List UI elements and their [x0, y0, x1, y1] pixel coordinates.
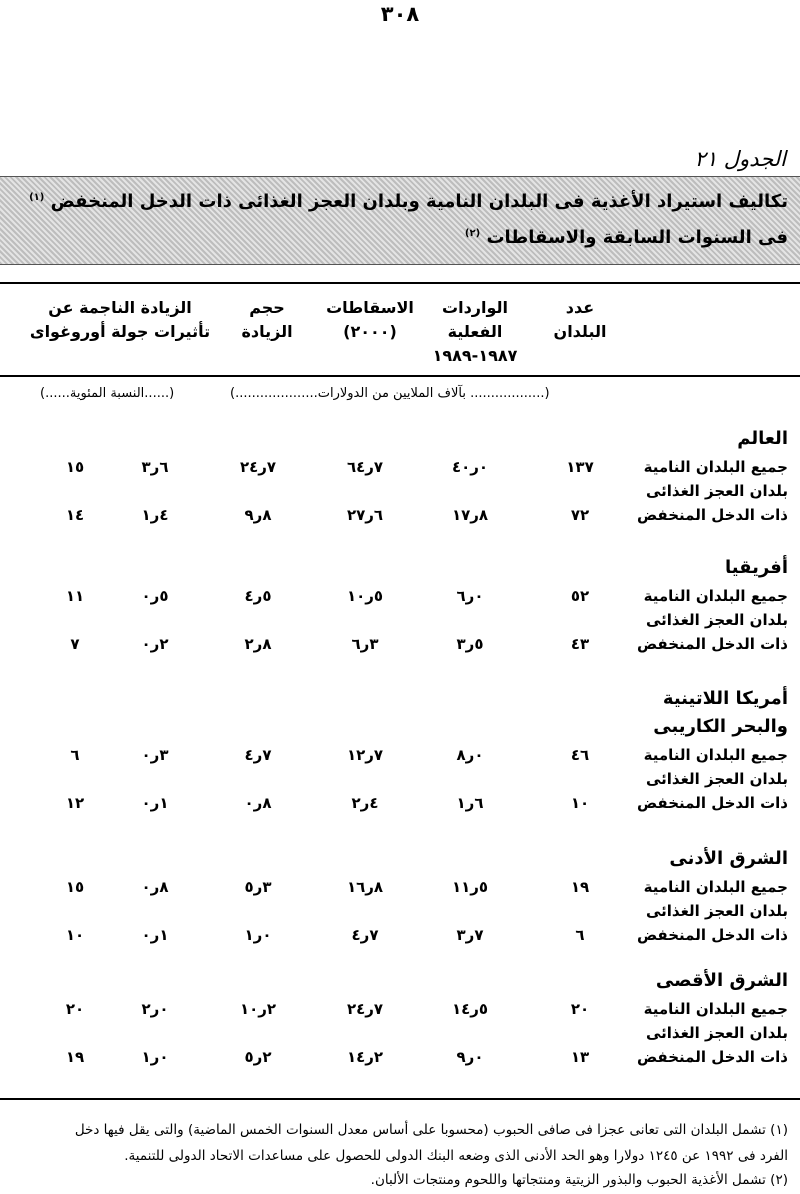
value-all-developing: ٠ر٦: [456, 587, 484, 605]
header-imports-line-1: الواردات: [442, 298, 508, 317]
table-bottom-rule: [0, 1098, 800, 1100]
row-label-all-developing: جميع البلدان النامية: [643, 746, 788, 764]
value-all-developing: ٧ر٢٤: [239, 458, 277, 476]
value-all-developing: ٢٠: [65, 1000, 85, 1018]
value-lifdc: ٧ر٤: [351, 926, 379, 944]
row-label-lifdc-line-2: ذات الدخل المنخفض: [636, 635, 788, 653]
footnote-2: (٢) تشمل الأغذية الحبوب والبذور الزيتية ومنتجاتها واللحوم ومنتجات الألبان.: [370, 1172, 788, 1188]
page-number: ٣٠٨: [380, 2, 420, 26]
row-label-lifdc-line-1: بلدان العجز الغذائى: [645, 902, 788, 920]
table-label: الجدول ٢١: [694, 147, 786, 171]
value-all-developing: ٣ر٠: [141, 746, 169, 764]
header-actual-imports: [420, 296, 530, 368]
value-all-developing: ٧ر٦٤: [346, 458, 384, 476]
value-all-developing: ٢ر١٠: [239, 1000, 277, 1018]
value-lifdc: ٥ر٣: [456, 635, 484, 653]
row-label-lifdc-line-1: بلدان العجز الغذائى: [645, 1024, 788, 1042]
footnote-1-line-1: (١) تشمل البلدان التى تعانى عجزا فى صافى الحبوب (محسوبا على أساس معدل السنوات الخمس الماضية) والتى يقل فيها دخل: [74, 1122, 788, 1138]
value-lifdc: ٧ر٣: [456, 926, 484, 944]
value-lifdc: ٤ر١: [141, 506, 169, 524]
value-lifdc: ١٠: [65, 926, 85, 944]
value-all-developing: ٧ر٢٤: [346, 1000, 384, 1018]
value-all-developing: ٥ر٠: [141, 587, 169, 605]
header-uruguay-line-2: تأثيرات جولة أوروغواى: [29, 322, 211, 341]
value-all-developing: ٠ر٤٠: [451, 458, 489, 476]
value-all-developing: ٦: [70, 746, 80, 764]
value-all-developing: ٥ر١٠: [346, 587, 384, 605]
value-all-developing: ١٥: [65, 878, 85, 896]
value-lifdc: ١٩: [65, 1048, 85, 1066]
unit-millions-dollars: (.................. بآلاف الملايين من الدولارات....................): [230, 386, 550, 401]
row-label-all-developing: جميع البلدان النامية: [643, 1000, 788, 1018]
value-lifdc: ٦: [575, 926, 585, 944]
region-name: الشرق الأقصى: [655, 970, 788, 991]
table-title-line-2: [465, 227, 788, 248]
header-projections: [318, 296, 422, 344]
header-increase-line-2: الزيادة: [241, 322, 293, 341]
row-label-lifdc-line-2: ذات الدخل المنخفض: [636, 794, 788, 812]
row-label-lifdc-line-2: ذات الدخل المنخفض: [636, 1048, 788, 1066]
header-count-line-1: عدد: [565, 298, 595, 317]
value-all-developing: ٢٠: [570, 1000, 590, 1018]
header-top-rule: [0, 282, 800, 284]
value-lifdc: ١ر٠: [141, 794, 169, 812]
value-all-developing: ٧ر١٢: [346, 746, 384, 764]
region-name: العالم: [737, 428, 788, 449]
value-all-developing: ١٥: [65, 458, 85, 476]
value-lifdc: ٤ر٢: [351, 794, 379, 812]
value-lifdc: ١ر٠: [141, 926, 169, 944]
value-all-developing: ١٩: [570, 878, 590, 896]
header-increase-line-1: حجم: [249, 298, 285, 317]
value-lifdc: ٠ر١: [141, 1048, 169, 1066]
value-lifdc: ٤٣: [570, 635, 590, 653]
row-label-lifdc-line-1: بلدان العجز الغذائى: [645, 770, 788, 788]
value-lifdc: ٧: [70, 635, 80, 653]
header-uruguay-line-1: الزيادة الناجمة عن: [48, 298, 192, 317]
value-all-developing: ٠ر٢: [141, 1000, 169, 1018]
value-all-developing: ٤٦: [570, 746, 590, 764]
value-lifdc: ٦ر٢٧: [346, 506, 384, 524]
value-all-developing: ٣ر٥: [244, 878, 272, 896]
value-lifdc: ٠ر١: [244, 926, 272, 944]
header-count-line-2: البلدان: [553, 322, 607, 341]
value-lifdc: ١٢: [65, 794, 85, 812]
row-label-lifdc-line-1: بلدان العجز الغذائى: [645, 611, 788, 629]
title-note-1: (١): [29, 192, 45, 203]
value-all-developing: ٨ر٠: [141, 878, 169, 896]
value-lifdc: ٨ر٩: [244, 506, 272, 524]
title-text-1: تكاليف استيراد الأغذية فى البلدان النامية وبلدان العجز الغذائى ذات الدخل المنخفض: [50, 191, 788, 212]
header-uruguay-round: [20, 296, 220, 344]
header-proj-line-2: (٢٠٠٠): [343, 322, 397, 341]
row-label-lifdc-line-2: ذات الدخل المنخفض: [636, 506, 788, 524]
title-text-2: فى السنوات السابقة والاسقاطات: [486, 227, 788, 248]
header-increase-volume: [222, 296, 312, 344]
header-country-count: [530, 296, 630, 344]
row-label-lifdc-line-1: بلدان العجز الغذائى: [645, 482, 788, 500]
value-lifdc: ٢ر٥: [244, 1048, 272, 1066]
header-bottom-rule: [0, 375, 800, 377]
table-title-line-1: [29, 191, 788, 212]
region-name: الشرق الأدنى: [669, 848, 788, 869]
title-note-2: (٢): [464, 228, 481, 239]
header-proj-line-1: الاسقاطات: [326, 298, 414, 317]
region-name-line-2: والبحر الكاريبى: [653, 716, 788, 737]
region-name: أمريكا اللاتينية: [662, 688, 788, 709]
unit-percent: (......النسبة المئوية......): [40, 386, 175, 401]
value-lifdc: ٧٢: [570, 506, 590, 524]
value-lifdc: ٨ر٢: [244, 635, 272, 653]
value-lifdc: ٠ر٩: [456, 1048, 484, 1066]
row-label-all-developing: جميع البلدان النامية: [643, 458, 788, 476]
value-all-developing: ٠ر٨: [456, 746, 484, 764]
value-lifdc: ١٤: [65, 506, 85, 524]
value-all-developing: ٨ر١٦: [346, 878, 384, 896]
row-label-all-developing: جميع البلدان النامية: [643, 878, 788, 896]
row-label-all-developing: جميع البلدان النامية: [643, 587, 788, 605]
value-lifdc: ٨ر١٧: [451, 506, 489, 524]
value-lifdc: ١٠: [570, 794, 590, 812]
table-title-box: [0, 176, 800, 265]
region-name: أفريقيا: [725, 557, 788, 578]
header-imports-line-2: الفعلية: [447, 322, 503, 341]
row-label-lifdc-line-2: ذات الدخل المنخفض: [636, 926, 788, 944]
value-lifdc: ٦ر١: [456, 794, 484, 812]
value-all-developing: ١٣٧: [566, 458, 594, 476]
value-lifdc: ٨ر٠: [244, 794, 272, 812]
value-all-developing: ٥ر١٤: [451, 1000, 489, 1018]
header-imports-line-3: ١٩٨٧-١٩٨٩: [432, 346, 518, 365]
footnote-1-line-2: الفرد فى ١٩٩٢ عن ١٢٤٥ دولارا وهو الحد الأدنى الذى وضعه البنك الدولى للحصول على مساعدات الاتحاد الدولى للتنمية.: [124, 1148, 788, 1164]
value-lifdc: ١٣: [570, 1048, 590, 1066]
value-lifdc: ٢ر١٤: [346, 1048, 384, 1066]
value-all-developing: ٧ر٤: [244, 746, 272, 764]
value-all-developing: ١١: [65, 587, 85, 605]
value-all-developing: ٥ر١١: [451, 878, 489, 896]
value-all-developing: ٥٢: [570, 587, 590, 605]
value-all-developing: ٦ر٣: [141, 458, 169, 476]
value-all-developing: ٥ر٤: [244, 587, 272, 605]
value-lifdc: ٣ر٦: [351, 635, 379, 653]
value-lifdc: ٢ر٠: [141, 635, 169, 653]
